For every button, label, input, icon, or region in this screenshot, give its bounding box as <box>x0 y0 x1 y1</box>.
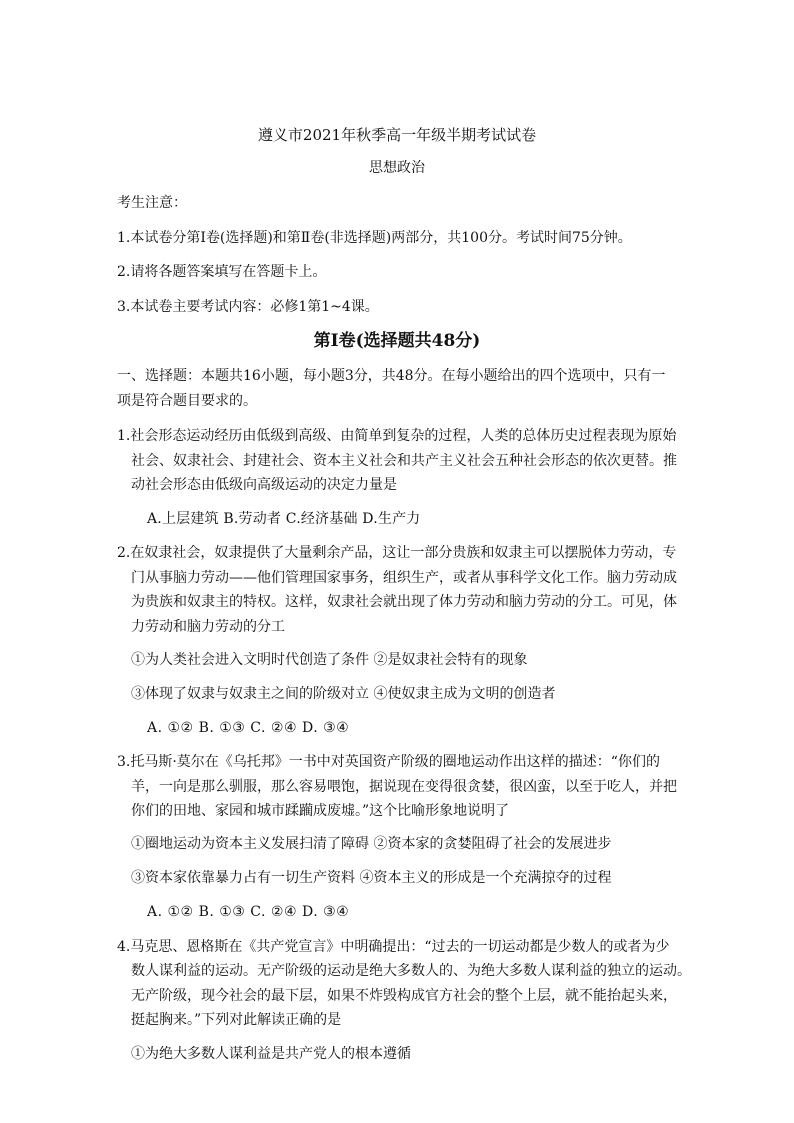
question-3-stem: 羊，一向是那么驯服，那么容易喂饱，据说现在变得很贪婪，很凶蛮，以至于吃人，并把 <box>131 779 677 795</box>
notice-item: 3.本试卷主要考试内容：必修1第1~4课。 <box>117 299 379 315</box>
question-4-stem: 挺起胸来。”下列对此解读正确的是 <box>131 1012 342 1028</box>
question-3-stem: 3.托马斯·莫尔在《乌托邦》一书中对英国资产阶级的圈地运动作出这样的描述：“你们的 <box>117 754 660 770</box>
question-3-statement: ①圈地运动为资本主义发展扫清了障碍 ②资本家的贪婪阻碍了社会的发展进步 <box>131 836 612 852</box>
notice-item: 2.请将各题答案填写在答题卡上。 <box>117 264 327 280</box>
question-2-answers: A. ①② B. ①③ C. ②④ D. ③④ <box>147 720 350 736</box>
exam-title: 遵义市2021年秋季高一年级半期考试试卷 <box>257 126 537 144</box>
question-3-stem: 你们的田地、家园和城市蹂躏成废墟。”这个比喻形象地说明了 <box>131 803 510 819</box>
question-1-stem: 1.社会形态运动经历由低级到高级、由简单到复杂的过程，人类的总体历史过程表现为原始 <box>117 428 677 444</box>
question-4-statement: ①为绝大多数人谋利益是共产党人的根本遵循 <box>131 1046 411 1062</box>
section-title: 第Ⅰ卷(选择题共48分) <box>313 331 481 351</box>
question-4-stem: 4.马克思、恩格斯在《共产党宣言》中明确提出：“过去的一切运动都是少数人的或者为少 <box>117 939 670 955</box>
notice-heading: 考生注意： <box>117 195 187 211</box>
question-3-answers: A. ①② B. ①③ C. ②④ D. ③④ <box>147 904 350 920</box>
question-2-stem: 为贵族和奴隶主的特权。这样，奴隶社会就出现了体力劳动和脑力劳动的分工。可见，体 <box>131 594 677 610</box>
section-intro-line: 一、选择题：本题共16小题，每小题3分，共48分。在每小题给出的四个选项中，只有一 <box>117 368 666 384</box>
question-1-stem: 动社会形态由低级向高级运动的决定力量是 <box>131 477 397 493</box>
question-4-stem: 无产阶级，现今社会的最下层，如果不炸毁构成官方社会的整个上层，就不能抬起头来， <box>131 988 677 1004</box>
question-2-stem: 2.在奴隶社会，奴隶提供了大量剩余产品，这让一部分贵族和奴隶主可以摆脱体力劳动，专 <box>117 545 677 561</box>
question-2-stem: 力劳动和脑力劳动的分工 <box>131 619 285 635</box>
question-4-stem: 数人谋利益的运动。无产阶级的运动是绝大多数人的、为绝大多数人谋利益的独立的运动。 <box>131 963 691 979</box>
question-1-options: A.上层建筑 B.劳动者 C.经济基础 D.生产力 <box>147 511 421 527</box>
question-2-stem: 门从事脑力劳动——他们管理国家事务，组织生产，或者从事科学文化工作。脑力劳动成 <box>131 570 677 586</box>
question-2-statement: ①为人类社会进入文明时代创造了条件 ②是奴隶社会特有的现象 <box>131 652 528 668</box>
exam-subject: 思想政治 <box>369 160 425 176</box>
question-1-stem: 社会、奴隶社会、封建社会、资本主义社会和共产主义社会五种社会形态的依次更替。推 <box>131 453 677 469</box>
question-2-statement: ③体现了奴隶与奴隶主之间的阶级对立 ④使奴隶主成为文明的创造者 <box>131 686 556 702</box>
notice-item: 1.本试卷分第Ⅰ卷(选择题)和第Ⅱ卷(非选择题)两部分，共100分。考试时间75分钟。 <box>117 230 632 246</box>
question-3-statement: ③资本家依靠暴力占有一切生产资料 ④资本主义的形成是一个充满掠夺的过程 <box>131 870 612 886</box>
section-intro-line: 项是符合题目要求的。 <box>117 393 257 409</box>
